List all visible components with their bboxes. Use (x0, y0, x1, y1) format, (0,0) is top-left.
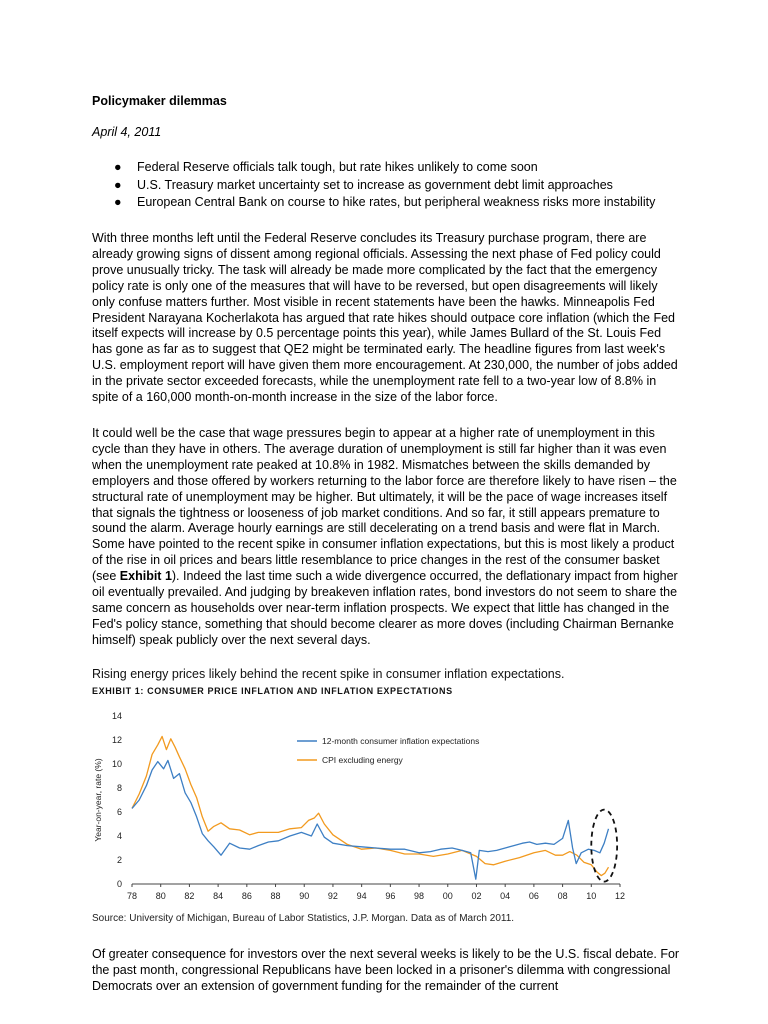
y-axis-label: Year-on-year, rate (%) (93, 758, 103, 842)
x-tick-label: 06 (528, 891, 539, 901)
x-tick-label: 08 (557, 891, 568, 901)
y-tick-label: 0 (116, 879, 122, 889)
list-item (92, 159, 712, 177)
list-item (92, 177, 712, 195)
bullet-text: U.S. Treasury market uncertainty set to increase as government debt limit approaches (137, 177, 613, 192)
paragraph-text: It could well be the case that wage pressures begin to appear at a higher rate of unemployment in this cycle than they have in others. The average duration of unemployment is still far higher than it was even when the unemployment rate peaked at 10.8% in 1982. Mismatches between the skills demanded by employers and those offered by workers returning to the labor force are therefore likely to have risen – the structural rate of unemployment may be higher. But ultimately, it will be the pace of wage increases itself that signals the tightness or looseness of job market conditions. And so far, it still appears premature to sound the alarm. Average hourly earnings are still decelerating on a trend basis and were flat in March. Some have pointed to the recent spike in consumer inflation expectations, but this is most likely a product of the rise in oil prices and bears little resemblance to price changes in the rest of the consumer basket (see (92, 426, 677, 584)
x-tick-label: 12 (614, 891, 626, 901)
x-tick-label: 10 (586, 891, 597, 901)
chart-source-note: Source: University of Michigan, Bureau of Labor Statistics, J.P. Morgan. Data as of March 2011. (92, 913, 515, 924)
x-tick-label: 86 (241, 891, 252, 901)
x-tick-label: 94 (356, 891, 367, 901)
x-tick-label: 80 (155, 891, 166, 901)
x-tick-label: 96 (385, 891, 396, 901)
x-tick-label: 04 (500, 891, 511, 901)
document-title: Policymaker dilemmas (92, 94, 227, 108)
list-item (92, 194, 712, 212)
x-tick-label: 00 (442, 891, 453, 901)
y-tick-label: 10 (111, 759, 122, 769)
y-tick-label: 6 (116, 807, 122, 817)
y-tick-label: 12 (111, 735, 122, 745)
paragraph-fiscal-debate: Of greater consequence for investors over the next several weeks is likely to be the U.S. fiscal debate. For the past month, congressional Republicans have been locked in a prisoner's dilemma with congressional Democrats over an extension of government funding for the remainder of the current (92, 947, 680, 993)
paragraph-text: ). Indeed the last time such a wide divergence occurred, the deflationary impact from higher oil eventually prevailed. And judging by breakeven inflation rates, bond investors do not seem to share the same concern as households over near-term inflation prospects. We expect that little has changed in the Fed's policy stance, something that should become clearer as more doves (including Chairman Bernanke himself) speak publicly over the next several days. (92, 569, 678, 647)
x-tick-label: 90 (299, 891, 310, 901)
legend-label: CPI excluding energy (322, 755, 403, 765)
x-tick-label: 98 (414, 891, 425, 901)
bullet-icon: ● (114, 160, 122, 174)
inflation-line-chart (92, 700, 652, 912)
dashed-ellipse-annotation (591, 810, 617, 882)
y-tick-label: 2 (116, 855, 122, 865)
chart-caption: Rising energy prices likely behind the recent spike in consumer inflation expectations. (92, 667, 565, 681)
bullet-icon: ● (114, 177, 122, 192)
chart-annotations (591, 810, 617, 882)
chart-legend (297, 736, 479, 765)
summary-bullet-list (92, 159, 712, 212)
bullet-text: European Central Bank on course to hike rates, but peripheral weakness risks more instability (137, 195, 656, 209)
x-tick-label: 78 (126, 891, 138, 901)
y-tick-label: 4 (116, 831, 122, 841)
paragraph-wage-pressures (92, 426, 682, 649)
x-tick-label: 84 (213, 891, 224, 901)
paragraph-fed-dissent: With three months left until the Federal Reserve concludes its Treasury purchase program, there are already growing signs of dissent among regional officials. Assessing the next phase of Fed policy could prove unusually tricky. The task will already be made more complicated by the fact that the emergency policy rate is only one of the measures that will have to be reversed, but open disagreements will likely only confuse matters further. Most visible in recent statements have been the hawks. Minneapolis Fed President Narayana Kocherlakota has argued that rate hikes should outpace core inflation (which the Fed itself expects will increase by 0.5 percentage points this year), while James Bullard of the St. Louis Fed has gone as far as to suggest that QE2 might be terminated early. The headline figures from last week's U.S. employment report will have given them more encouragement. At 230,000, the number of jobs added in the private sector exceeded forecasts, while the unemployment rate fell to a two-year low of 8.8% in spite of a 160,000 month-on-month increase in the size of the labor force. (92, 231, 678, 405)
document-date: April 4, 2011 (92, 125, 162, 139)
y-tick-label: 8 (116, 783, 122, 793)
exhibit-reference: Exhibit 1 (119, 569, 172, 584)
x-tick-label: 82 (184, 891, 195, 901)
bullet-icon: ● (114, 195, 122, 209)
x-tick-label: 88 (270, 891, 281, 901)
y-tick-label: 14 (111, 711, 122, 721)
bullet-text: Federal Reserve officials talk tough, but rate hikes unlikely to come soon (137, 160, 538, 174)
x-tick-label: 92 (327, 891, 338, 901)
x-tick-label: 02 (471, 891, 482, 901)
chart-title: EXHIBIT 1: CONSUMER PRICE INFLATION AND INFLATION EXPECTATIONS (92, 686, 453, 696)
legend-label: 12-month consumer inflation expectations (322, 736, 480, 746)
